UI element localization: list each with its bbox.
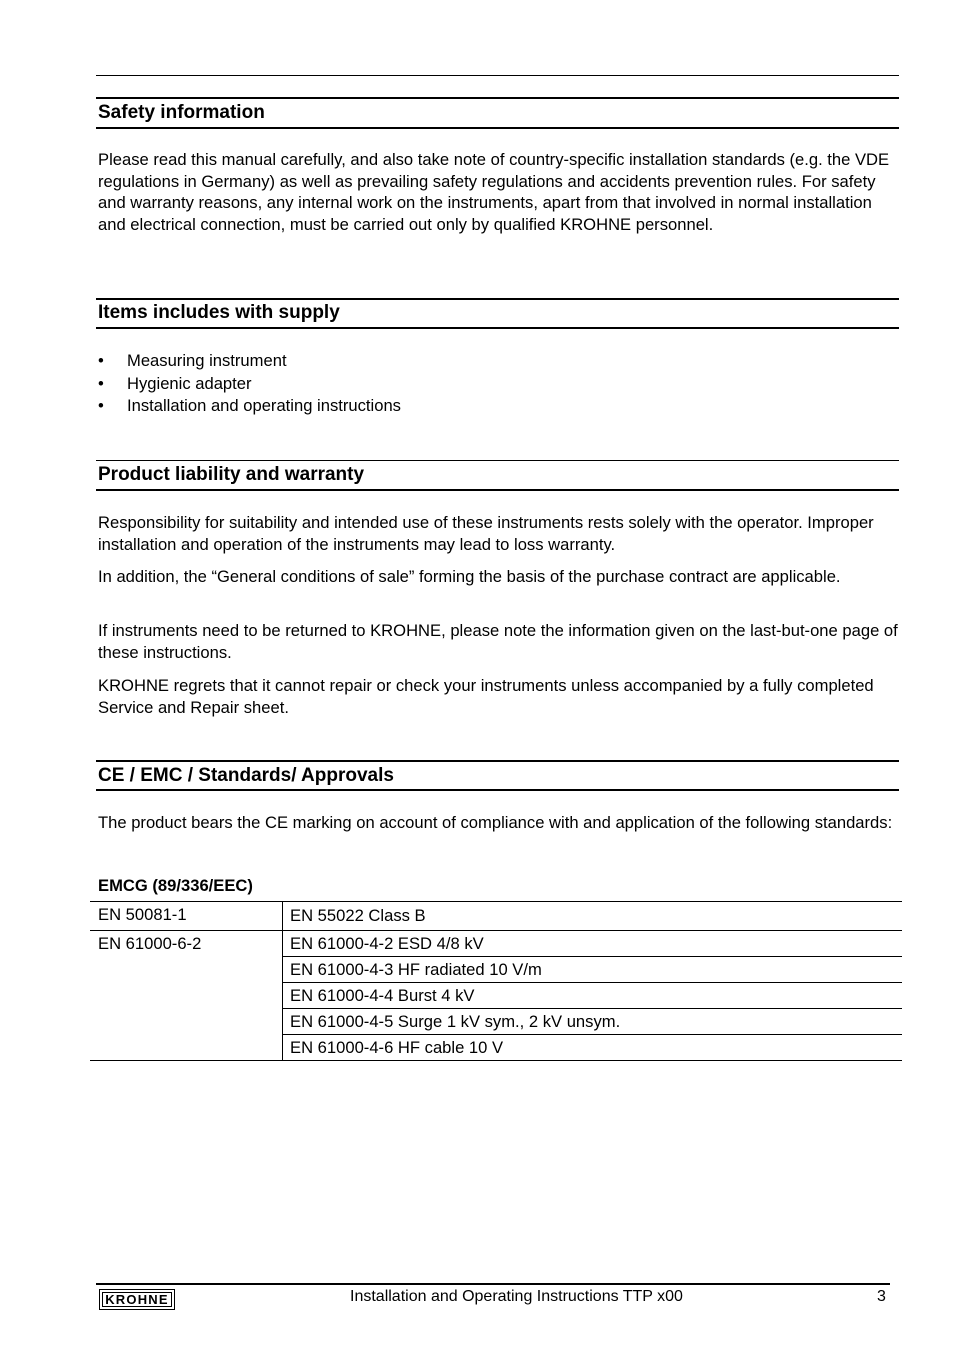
safety-paragraph: Please read this manual carefully, and also take note of country-specific installation standards (e.g. the VDE regulations in Germany) as well as prevailing safety regulations and accidents prevention rules. For safety and warranty reasons, any internal work on the instruments, apart from that involved in normal installation and electrical connection, must be carried out only by qualified KROHNE personnel.	[98, 150, 890, 234]
logo-frame	[102, 1292, 172, 1307]
list-item: • Installation and operating instructions	[98, 395, 401, 418]
table-row	[90, 931, 902, 957]
table-cell-test: EN 61000-4-2 ESD 4/8 kV	[283, 931, 903, 957]
section-rule-top	[96, 460, 899, 461]
table-row	[90, 902, 902, 931]
section-rule-top	[96, 298, 899, 300]
footer-rule	[96, 1283, 890, 1285]
table-cell-test: EN 61000-4-3 HF radiated 10 V/m	[283, 957, 903, 983]
list-item: • Measuring instrument	[98, 350, 401, 373]
section-rule-bottom	[96, 327, 899, 329]
section-rule-top	[96, 760, 899, 762]
table-cell-test: EN 61000-4-4 Burst 4 kV	[283, 983, 903, 1009]
section-rule-bottom	[96, 789, 899, 791]
footer-title: Installation and Operating Instructions TTP x00	[350, 1288, 683, 1305]
table-cell-test: EN 61000-4-6 HF cable 10 V	[283, 1035, 903, 1061]
liability-paragraph-4: KROHNE regrets that it cannot repair or check your instruments unless accompanied by a fully completed Service and Repair sheet.	[98, 676, 874, 717]
section-rule-bottom	[96, 127, 899, 129]
emcg-table-title: EMCG (89/336/EEC)	[98, 876, 253, 895]
supply-list	[98, 350, 401, 418]
list-item: • Hygienic adapter	[98, 373, 401, 396]
section-rule-bottom	[96, 489, 899, 491]
section-heading-safety: Safety information	[98, 102, 265, 123]
section-heading-ce: CE / EMC / Standards/ Approvals	[98, 765, 394, 786]
table-cell-test: EN 61000-4-5 Surge 1 kV sym., 2 kV unsym.	[283, 1009, 903, 1035]
table-cell-standard: EN 50081-1	[90, 902, 283, 931]
standards-table	[90, 901, 902, 1061]
top-rule	[96, 75, 899, 76]
krohne-logo	[99, 1289, 175, 1310]
section-rule-top	[96, 97, 899, 99]
liability-paragraph-2: In addition, the “General conditions of sale” forming the basis of the purchase contract are applicable.	[98, 567, 841, 586]
ce-paragraph: The product bears the CE marking on account of compliance with and application of the following standards:	[98, 813, 893, 832]
section-heading-items: Items includes with supply	[98, 302, 340, 323]
page-number: 3	[877, 1288, 886, 1305]
section-heading-liability: Product liability and warranty	[98, 464, 365, 485]
liability-paragraph-1: Responsibility for suitability and intended use of these instruments rests solely with the operator. Improper installation and operation of the instruments may lead to loss warranty.	[98, 513, 874, 554]
table-cell-standard: EN 61000-6-2	[90, 931, 283, 1061]
liability-paragraph-3: If instruments need to be returned to KROHNE, please note the information given on the last-but-one page of these instructions.	[98, 621, 898, 662]
table-cell-test: EN 55022 Class B	[283, 902, 903, 931]
logo-text: KROHNE	[105, 1292, 169, 1307]
